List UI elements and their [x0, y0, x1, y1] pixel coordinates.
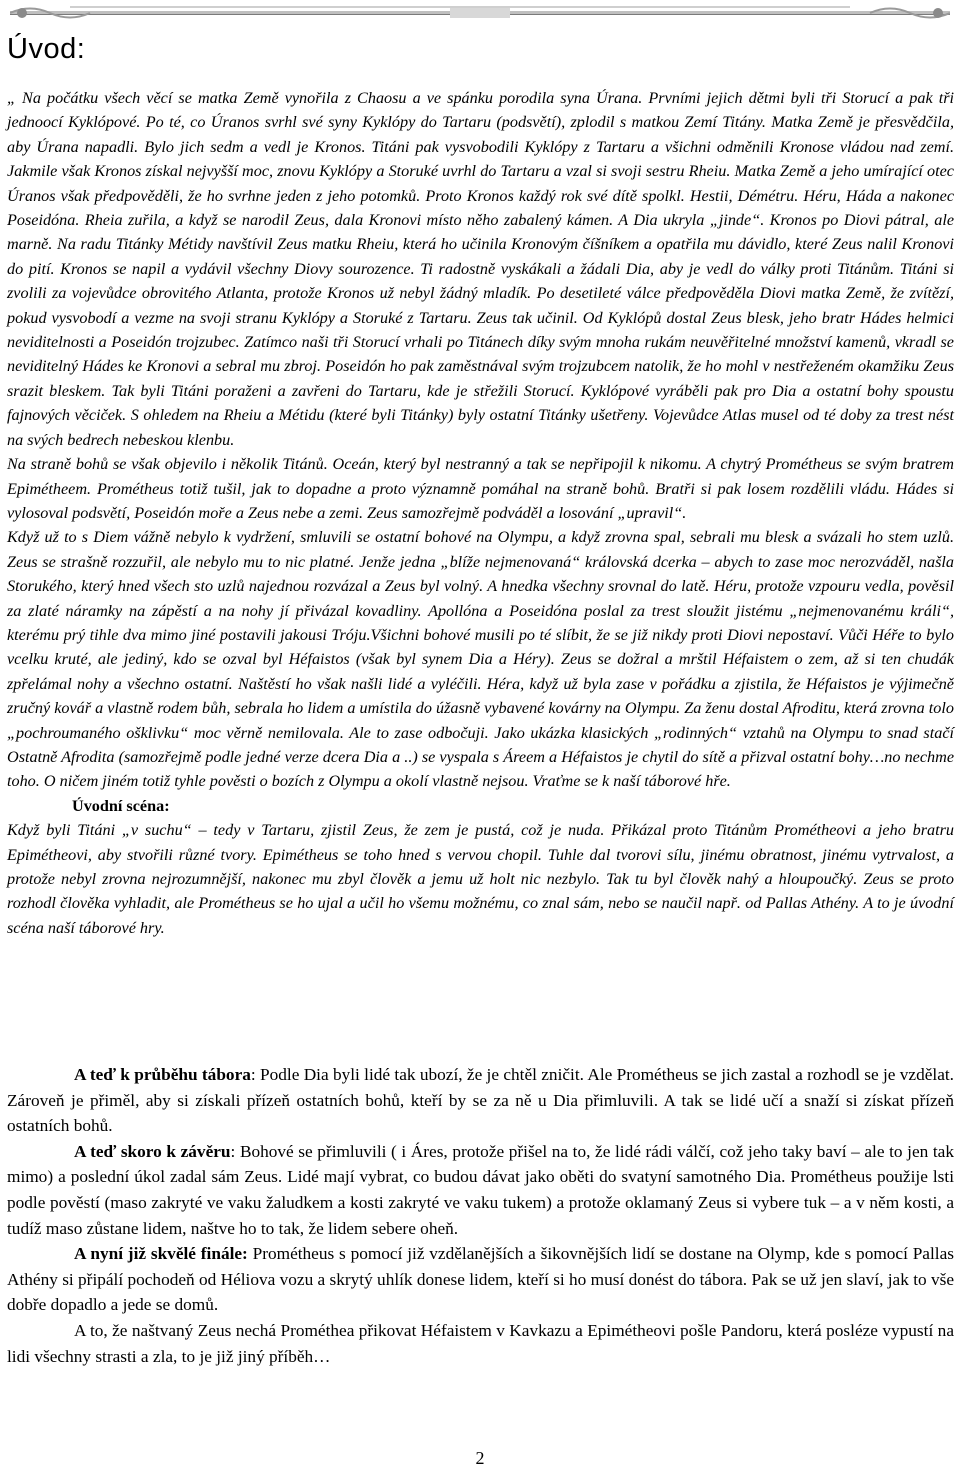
section-paragraph: A teď k průběhu tábora: Podle Dia byli lidé tak ubozí, že je chtěl zničit. Ale Prométheus se jich zastal a rozhodl se je vzdělat. Zároveň je přiměl, aby si získali přízeň ostatních bohů, kteří by se za ně u Dia přimluvili. A tak se lidé učí a snaží si získat přízeň ostatních bohů. [7, 1065, 954, 1136]
section-paragraph [7, 1318, 954, 1369]
section-paragraph: A teď skoro k závěru: Bohové se přimluvili ( i Áres, protože přišel na to, že lidé rádi válčí, což jeho taky baví – ale to jen tak mimo) a poslední úkol zadal sám Zeus. Lidé mají vybrat, co budou dávat jako oběti do svatyní samotného Dia. Prométheus použije lsti podle pověstí (maso zakryté ve vaku žaludkem a kosti zakryté ve vaku tukem) a protože oklamaný Zeus si vybere tuk – a v něm kosti, a tudíž maso zůstane lidem, naštve ho to tak, že lidem sebere oheň. [7, 1141, 954, 1238]
intro-paragraph: „ Na počátku všech věcí se matka Země vynořila z Chaosu a ve spánku porodila syna Úrana. Prvními jejich dětmi byli tři Storucí a pak tři jednoocí Kyklópové. Po té, co Úranos svrhl své syny Kyklópy do Tartaru (podsvětí), zplodil s matkou Zemí Titány. Matka Země je přesvědčila, aby Úrana napadli. Bylo jich sedm a vedl je Kronos. Titáni pak vysvobodili Kyklópy z Tartaru a všichni odměnili Kronose vládou nad zemí. Jakmile však Kronos získal nejvyšší moc, znovu Kyklópy a Storuké uvrhl do Tartaru a vzal si svoji sestru Rheiu. Matka Země a jeho umírající otec Úranos však předpověděli, že ho svrhne jeden z jeho potomků. Proto Kronos každý rok své dítě spolkl. Hestii, Démétru. Héru, Háda a nakonec Poseidóna. Rheia zuřila, a když se narodil Zeus, dala Kronovi místo něho zabalený kámen. A Dia ukryla „jinde“. Kronos po Diovi pátral, ale marně. Na radu Titánky Métidy navštívil Zeus matku Rheiu, která ho učinila Kronovým číšníkem a opatřila mu dávidlo, které Zeus nalil Kronovi do pití. Kronos se napil a vydávil všechny Diovy sourozence. Ti radostně vyskákali a žádali Dia, aby je vedl do války proti Titánům. Titáni si zvolili za vojevůdce obrovitého Atlanta, protože Kronos už nebyl žádný mladík. Po desetileté válce předpověděla Diovi matka Země, že zvítězí, pokud vysvobodí a vezme na svoji stranu Kyklópy a Storuké z Tartaru. Zeus tak učinil. Od Kyklópů dostal Zeus blesk, jeho bratr Hádes helmici neviditelnosti a Poseidón trojzubec. Zatímco naši tři Storucí vrhali po Titánech díky svým mnoha rukám neuvěřitelné množství kamenů, vkradl se neviditelný Hádes ke Kronovi a sebral mu zbroj. Poseidón ho pak zaměstnával svým trojzubcem natolik, že ho mohl v nestřeženém okamžiku Zeus srazit bleskem. Tak byli Titáni poraženi a zavřeni do Tartaru, kde je střežili Storucí. Kyklópové vyráběli pak pro Dia a ostatní bohy spoustu fajnových věciček. S ohledem na Rheiu a Métidu (které byli Titánky) byly ostatní Titánky ušetřeny. Vojevůdce Atlas musel od té doby za trest nést na svých bedrech nebeskou klenbu. [7, 89, 954, 449]
intro-paragraph: Na straně bohů se však objevilo i několik Titánů. Oceán, který byl nestranný a tak se nepřipojil k nikomu. A chytrý Prométheus se svým bratrem Epimétheem. Prométheus totiž tušil, jak to dopadne a proto významně pomáhal na straně bohů. Bratři si pak losem rozdělili vládu. Hádes si vylosoval podsvětí, Poseidón moře a Zeus nebe a zemi. Zeus samozřejmě podváděl a losování „upravil“. [7, 455, 954, 522]
camp-sections [7, 1062, 954, 1369]
section-text: Prométheus s pomocí již vzdělanějších a šikovnějších lidí se dostane na Olymp, kde s pomocí Pallas Athény si připálí pochodeň od Héliova vozu a skrytý uhlík donese lidem, kteří si ho musí donést do tábora. Pak se už jen slaví, jak to vše dobře dopadlo a jede se domů. [7, 1244, 954, 1315]
page-title: Úvod: [7, 33, 86, 65]
scene-paragraph: Když byli Titáni „v suchu“ – tedy v Tartaru, zjistil Zeus, že zem je pustá, což je nuda. Přikázal proto Titánům Prométheovi a jeho bratru Epimétheovi, aby stvořili různé tvory. Epimétheus se toho hned s vervou chopil. Tuhle dal tvorovi sílu, jinému obratnost, jinému vytrvalost, a protože nebyl zrovna nejrozumnější, nakonec mu zbyl člověk a jemu už holt nic nezbylo. Tak tu byl člověk nahý a hloupoučký. Zeus se proto rozhodl člověka vyhladit, ale Prométheus se ho ujal a učil ho všemu možnému, co znal sám, nebo se naučil např. od Pallas Athény. A to je úvodní scéna naší táborové hry. [7, 821, 954, 937]
section-text: Podle Dia byli lidé tak ubozí, že je chtěl zničit. Ale Prométheus se jich zastal a rozhodl se je vzdělat. Zároveň je přiměl, aby si získali přízeň ostatních bohů, kteří by se za ně u Dia přimluvili. A tak se lidé učí a snaží si získat přízeň ostatních bohů. [7, 1065, 954, 1136]
section-text: Bohové se přimluvili ( i Áres, protože přišel na to, že lidé rádi válčí, což jeho taky baví – ale to jen tak mimo) a poslední úkol zadal sám Zeus. Lidé mají vybrat, co budou dávat jako oběti do svatyní samotného Dia. Prométheus použije lsti podle pověstí (maso zakryté ve vaku žaludkem a kosti zakryté ve vaku tukem) a protože oklamaný Zeus si vybere tuk – a v něm kosti, a tudíž maso zůstane lidem, naštve ho to tak, že lidem sebere oheň. [7, 1141, 954, 1238]
decorative-border [10, 2, 950, 24]
section-text: A to, že naštvaný Zeus nechá Prométhea přikovat Héfaistem v Kavkazu a Epimétheovi pošle Pandoru, která posléze vypustí na lidi všechny strasti a zla, to je již jiný příběh… [7, 1320, 954, 1366]
scene-heading: Úvodní scéna: [72, 796, 170, 815]
section-label: A nyní již skvělé finále: [74, 1244, 248, 1264]
intro-paragraph: Když už to s Diem vážně nebylo k vydržení, smluvili se ostatní bohové na Olympu, a když zrovna spal, sebrali mu blesk a svázali ho stem uzlů. Zeus se strašně rozzuřil, ale nebylo mu to nic platné. Jenže jedna „blíže nejmenovaná“ královská dcerka – abych to zase moc nerozváděl, našla Storukého, který hned všech sto uzlů najednou rozvázal a Zeus byl volný. A hnedka všechny srovnal do latě. Héru, protože vzpouru vedla, pověsil za zlaté náramky na zápěstí a na nohy jí přivázal kovadliny. Apollóna a Poseidóna poslal za trest sloužit jistému „nejmenovanému králi“, kterému prý tihle dva mimo jiné postavili jakousi Tróju.Všichni bohové musili po té slíbit, že se již nikdy proti Diovi nepostaví. Vůči Héře to bylo vcelku kruté, ale jediný, kdo se ozval byl Héfaistos (však byl synem Dia a Héry). Zeus se dožral a mrštil Héfaistem o zem, až si ten chudák zpřelámal nohy a všechno ostatní. Naštěstí ho však našli lidé a vyléčili. Héra, když už byla zase v pořádku a zjistila, že Héfaistos je výjimečně zručný kovář a vlastně rodem bůh, sebrala ho lidem a umístila do úžasně vybavené kovárny na Olympu. Za ženu dostal Afroditu, která zrovna tolo „pochroumaného ošklivku“ moc věrně nemilovala. Ale to zase odbočuji. Jako ukázka klasických „rodinných“ vztahů na Olympu to snad stačí Ostatně Afrodita (samozřejmě podle jedné verze dcera Dia a ..) se vyspala s Áreem a Héfaistos je chytil do sítě a přizval ostatní bohy…no nechme toho. O ničem jiném totiž tyhle pověsti o bozích z Olympu a okolí vlastně nejsou. Vraťme se k naší táborové hře. [7, 528, 954, 791]
section-label: A teď skoro k závěru [74, 1141, 231, 1161]
section-paragraph [7, 1241, 954, 1318]
page-number: 2 [475, 1448, 485, 1468]
section-label: A teď k průběhu tábora [74, 1065, 251, 1084]
intro-text [7, 86, 954, 940]
